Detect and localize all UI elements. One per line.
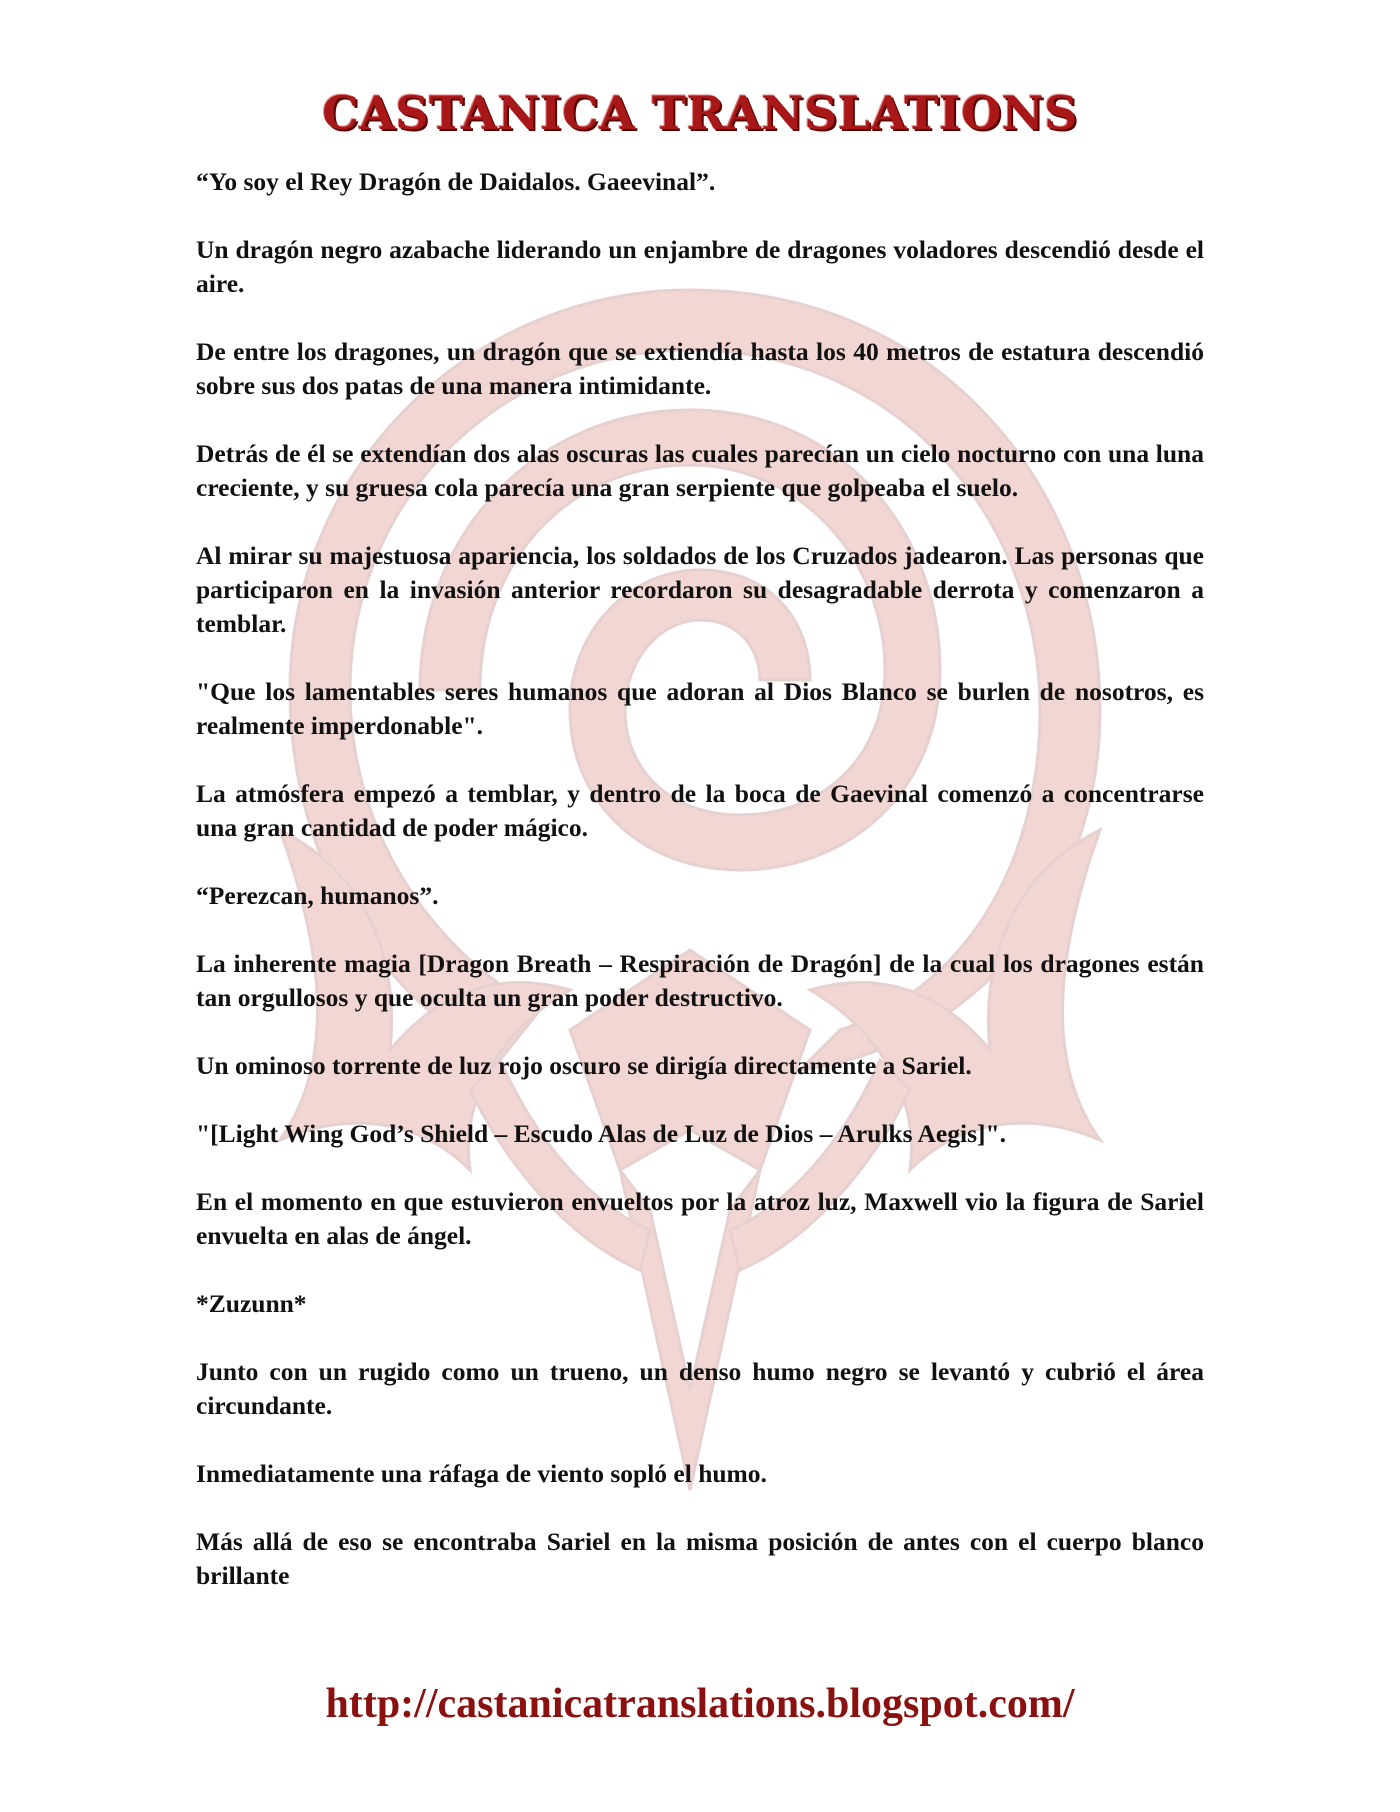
paragraph: La inherente magia [Dragon Breath – Respiración de Dragón] de la cual los dragones están tan orgullosos y que oculta un gran poder destructivo. — [196, 949, 1204, 1012]
paragraph: “Yo soy el Rey Dragón de Daidalos. Gaeevinal”. — [196, 167, 716, 196]
paragraph: "Que los lamentables seres humanos que adoran al Dios Blanco se burlen de nosotros, es realmente imperdonable". — [196, 677, 1204, 740]
paragraph: En el momento en que estuvieron envueltos por la atroz luz, Maxwell vio la figura de Sariel envuelta en alas de ángel. — [196, 1187, 1204, 1250]
paragraph: De entre los dragones, un dragón que se extiendía hasta los 40 metros de estatura descendió sobre sus dos patas de una manera intimidante. — [196, 337, 1204, 400]
page-title: CASTANICA TRANSLATIONS — [322, 86, 1078, 140]
paragraph: "[Light Wing God’s Shield – Escudo Alas de Luz de Dios – Arulks Aegis]". — [196, 1119, 1007, 1148]
footer-url: http://castanicatranslations.blogspot.com/ — [325, 1681, 1075, 1727]
document-body — [196, 165, 1204, 1593]
paragraph: Un ominoso torrente de luz rojo oscuro se dirigía directamente a Sariel. — [196, 1051, 972, 1080]
paragraph: Detrás de él se extendían dos alas oscuras las cuales parecían un cielo nocturno con una luna creciente, y su gruesa cola parecía una gran serpiente que golpeaba el suelo. — [196, 439, 1204, 502]
paragraph: La atmósfera empezó a temblar, y dentro de la boca de Gaevinal comenzó a concentrarse una gran cantidad de poder mágico. — [196, 779, 1204, 842]
paragraph: Inmediatamente una ráfaga de viento sopló el humo. — [196, 1459, 767, 1488]
paragraph: Más allá de eso se encontraba Sariel en la misma posición de antes con el cuerpo blanco brillante — [196, 1527, 1204, 1590]
paragraph: Junto con un rugido como un trueno, un denso humo negro se levantó y cubrió el área circundante. — [196, 1357, 1204, 1420]
paragraph: Al mirar su majestuosa apariencia, los soldados de los Cruzados jadearon. Las personas que participaron en la invasión anterior recordaron su desagradable derrota y comenzaron a temblar. — [196, 541, 1204, 638]
paragraph: “Perezcan, humanos”. — [196, 881, 439, 910]
paragraph: Un dragón negro azabache liderando un enjambre de dragones voladores descendió desde el aire. — [196, 235, 1204, 298]
paragraph: *Zuzunn* — [196, 1289, 307, 1318]
